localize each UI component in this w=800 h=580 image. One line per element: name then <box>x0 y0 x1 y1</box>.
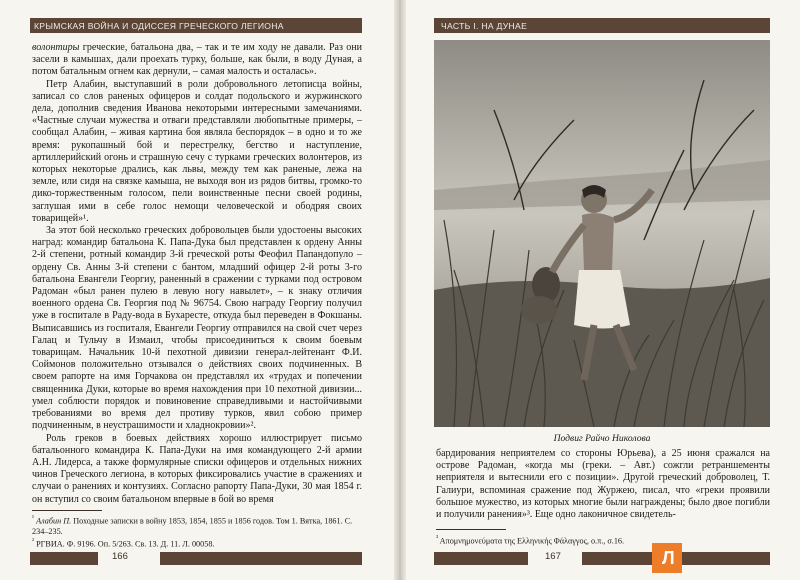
footnote-text: РГВИА. Ф. 9196. Оп. 5/263. Св. 13. Д. 11. Л. 00058. <box>34 539 215 549</box>
folio-bar <box>30 552 98 565</box>
footnote <box>32 514 362 537</box>
right-page <box>404 0 800 580</box>
footnotes <box>32 514 362 549</box>
footnote-marker: ³ <box>436 535 439 542</box>
page-number: 166 <box>112 551 128 562</box>
paragraph <box>32 42 362 79</box>
footnote-marker: ² <box>32 537 35 545</box>
footnote-rule <box>436 529 506 530</box>
page-number: 167 <box>545 551 561 562</box>
running-head: КРЫМСКАЯ ВОЙНА И ОДИССЕЯ ГРЕЧЕСКОГО ЛЕГИОНА <box>34 21 284 31</box>
footnote-marker: ¹ <box>32 515 35 522</box>
engraving-boy-in-reeds <box>434 40 770 427</box>
running-head-bar <box>434 18 770 33</box>
folio-bar <box>434 552 528 565</box>
footnote <box>32 537 362 550</box>
footnote <box>436 534 770 547</box>
footnotes <box>436 534 770 547</box>
litres-logo-icon <box>652 543 682 573</box>
paragraph: За этот бой несколько греческих добровольцев были удостоены высоких наград: командир батальона К. Папа-Дука был представлен к ордену Анны 2-й степени, ротный командир 3-й греческой роты Феофил Папандопуло – ордену Св. Анны 3-й степени с бантом, младший офицер 2-й роты 3-го батальона Евангели Георгиу, раненный в сражении с турками под островом Радоман «был ранен пулею в левую ногу навылет», – к знаку отличия военного ордена Св. Георгия под № 96754. Свою награду Георгиу получил уже в госпитале в Раду-вода в Бухаресте, откуда был переведен в Фокшаны. Выписавшись из госпиталя, Евангели Георгиу отправился на свой счет через Галац и Тульчу в Измаил, чтобы присоединиться к своим боевым товарищам. Начальник 10-й пехотной дивизии генерал-лейтенант Ф.И. Соймонов положительно отзывался о действиях своих подчиненных. В своем рапорте на имя Горчакова он представлял их «трудах и попечении священника Дуки, которые во время нахождения при 10 пехотной дивизии... умел соблюсти порядок и повиновение справедливыми и настойчивыми требованиями во время дел противу турков, явил собою пример подчиненным, в неустрашимости и хладнокровии»². <box>32 225 362 432</box>
illustration-caption: Подвиг Райчо Николова <box>553 433 651 444</box>
running-head-bar <box>30 18 362 33</box>
left-page <box>0 0 396 580</box>
litres-logo-glyph: Л <box>662 548 675 568</box>
illustration <box>434 40 770 427</box>
paragraph: бардирования неприятелем со стороны Юрьева), а 25 июня сражался на острове Радоман, «когда мы (греки. – Авт.) сожгли ретраншементы неприятеля и вытеснили его с позиции». Другой греческий доброволец, Т. Галиури, вспоминая сражение под Журжею, писал, что «греки проявили большое мужество, из которых многие были награждены; было двое погибли и получили ранения»³. Еще одно лаконичное свидетель- <box>436 448 770 521</box>
paragraph-text: греческие, батальона два, – так и те им ходу не давали. Раз они засели в камышах, дали проехать турку, больше, как были, в воду Дуная, а потом батальным огнем как дернули, – самая малость и осталась». <box>32 42 362 78</box>
footnote-rule <box>32 510 102 511</box>
footnote-author: Алабин П. <box>36 516 72 526</box>
paragraph: Роль греков в боевых действиях хорошо иллюстрирует письмо батальонного командира К. Папа-Дуки на имя командующего 2-й армии А.Н. Лидерса, а также формулярные списки офицеров и отдельных нижних чинов Греческого легиона, в которых фиксировались участие в сражениях и случаи о ранениях и контузиях. Согласно рапорту Папа-Дуки, 30 мая 1854 г. он вступил со своим батальоном впервые в бой во время <box>32 432 362 505</box>
paragraph: Петр Алабин, выступавший в роли добровольного летописца войны, записал со слов раненых офицеров и солдат подольского и журжинского дела, дополнив сведения Иванова некоторыми интересными замечаниями. «Частные случаи мужества и отваги представляли любопытные примеры, – сообщал Алабин, – живая картина боя являла беспорядок – в одно и то же время: рукопашный бой и перестрелку, бегство и наступление, артиллерийский огонь и страшную сечу с турками греческих волонтеров, из которых некоторые дрались, как львы, между тем как раненые, лежа на земле, или сидя на связке камыша, не выходя вон из рядов битвы, громко-то дико-торжественным голосом, пели воинственные песни своей родины, заглушая ими в себе голос немощи человеческой и ободряя своих товарищей»¹. <box>32 78 362 224</box>
paragraph-lead: волонтиры <box>32 42 80 53</box>
running-head: ЧАСТЬ I. НА ДУНАЕ <box>441 21 528 31</box>
footnote-text: Απομνημονεύματα της Ελληνικής Φάλαγγος, ο.π., σ.16. <box>438 536 625 546</box>
body-text <box>32 42 362 506</box>
footnote-text: Походные записки в войну 1853, 1854, 1855 и 1856 годов. Том 1. Вятка, 1861. С. 234–235. <box>32 516 353 536</box>
folio-bar <box>160 552 362 565</box>
body-text <box>436 448 770 521</box>
